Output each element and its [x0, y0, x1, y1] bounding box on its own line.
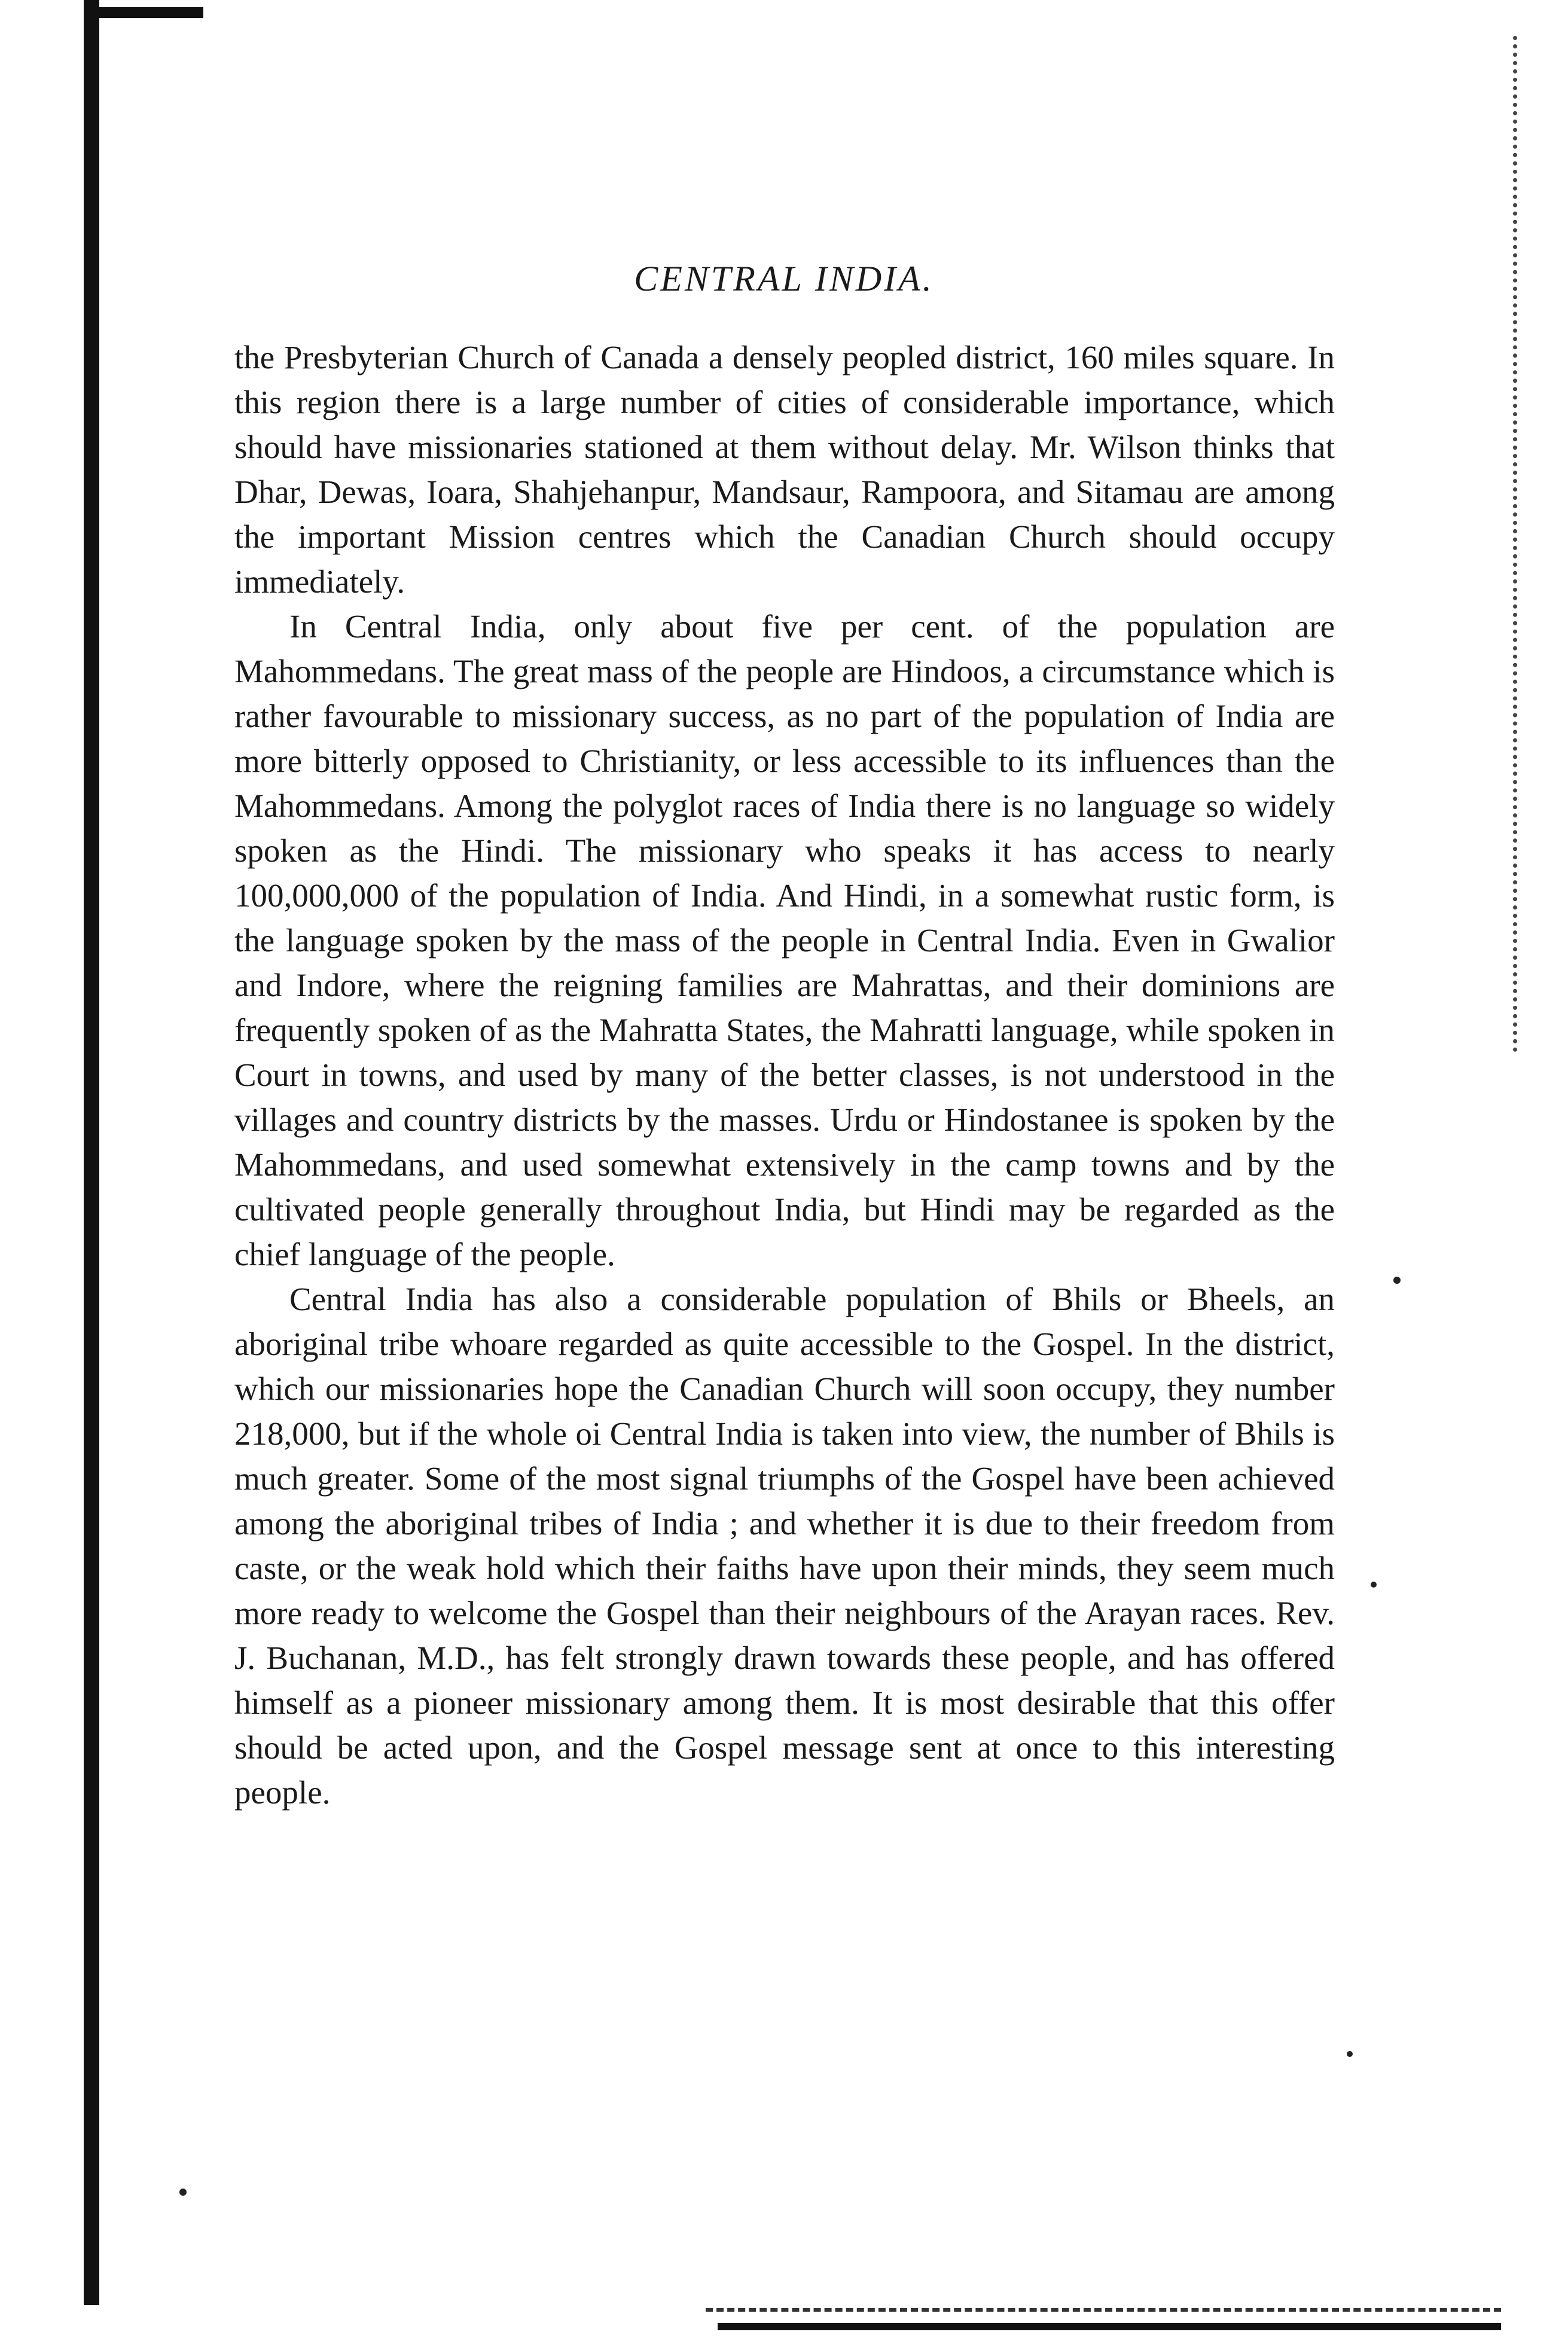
paragraph-2: In Central India, only about five per cent. of the population are Mahommedans. The great mass of the people are Hindoos, a circumstance which is rather favourable to missionary success, as no part of the population of India are more bitterly opposed to Christianity, or less accessible to its influences than the Mahommedans. Among the polyglot races of India there is no language so widely spoken as the Hindi. The missionary who speaks it has access to nearly 100,000,000 of the population of India. And Hindi, in a somewhat rustic form, is the language spoken by the mass of the people in Central India. Even in Gwalior and Indore, where the reigning families are Mahrattas, and their dominions are frequently spoken of as the Mahratta States, the Mahratti language, while spoken in Court in towns, and used by many of the better classes, is not understood in the villages and country districts by the masses. Urdu or Hindostanee is spoken by the Mahommedans, and used somewhat extensively in the camp towns and by the cultivated people generally throughout India, but Hindi may be regarded as the chief language of the people. — [234, 608, 1335, 1272]
scan-speck — [1371, 1582, 1377, 1588]
scan-speck — [179, 2189, 187, 2196]
scan-top-border — [84, 7, 203, 18]
running-header: CENTRAL INDIA. — [634, 259, 934, 298]
paragraph-3: Central India has also a considerable population of Bhils or Bheels, an aboriginal tribe whoare regarded as quite accessible to the Gospel. In the district, which our missionaries hope the Canadian Church will soon occupy, they number 218,000, but if the whole oi Central India is taken into view, the number of Bhils is much greater. Some of the most signal triumphs of the Gospel have been achieved among the aboriginal tribes of India ; and whether it is due to their freedom from caste, or the weak hold which their faiths have upon their minds, they seem much more ready to welcome the Gospel than their neighbours of the Arayan races. Rev. J. Buchanan, M.D., has felt strongly drawn towards these people, and has offered himself as a pioneer missionary among them. It is most desirable that this offer should be acted upon, and the Gospel message sent at once to this interesting people. — [234, 1281, 1335, 1811]
scan-left-border — [84, 0, 99, 2305]
scan-right-edge — [1513, 36, 1517, 1052]
page-body — [234, 335, 1335, 1815]
paragraph-1: the Presbyterian Church of Canada a densely peopled district, 160 miles square. In this region there is a large number of cities of considerable importance, which should have missionaries stationed at them without delay. Mr. Wilson thinks that Dhar, Dewas, Ioara, Shahjehanpur, Mandsaur, Rampoora, and Sitamau are among the important Mission centres which the Canadian Church should occupy immediately. — [234, 339, 1335, 600]
scan-speck — [1347, 2051, 1353, 2057]
scan-speck — [1393, 1277, 1401, 1284]
scan-bottom-border — [718, 2323, 1501, 2330]
scan-bottom-dots — [706, 2308, 1501, 2312]
